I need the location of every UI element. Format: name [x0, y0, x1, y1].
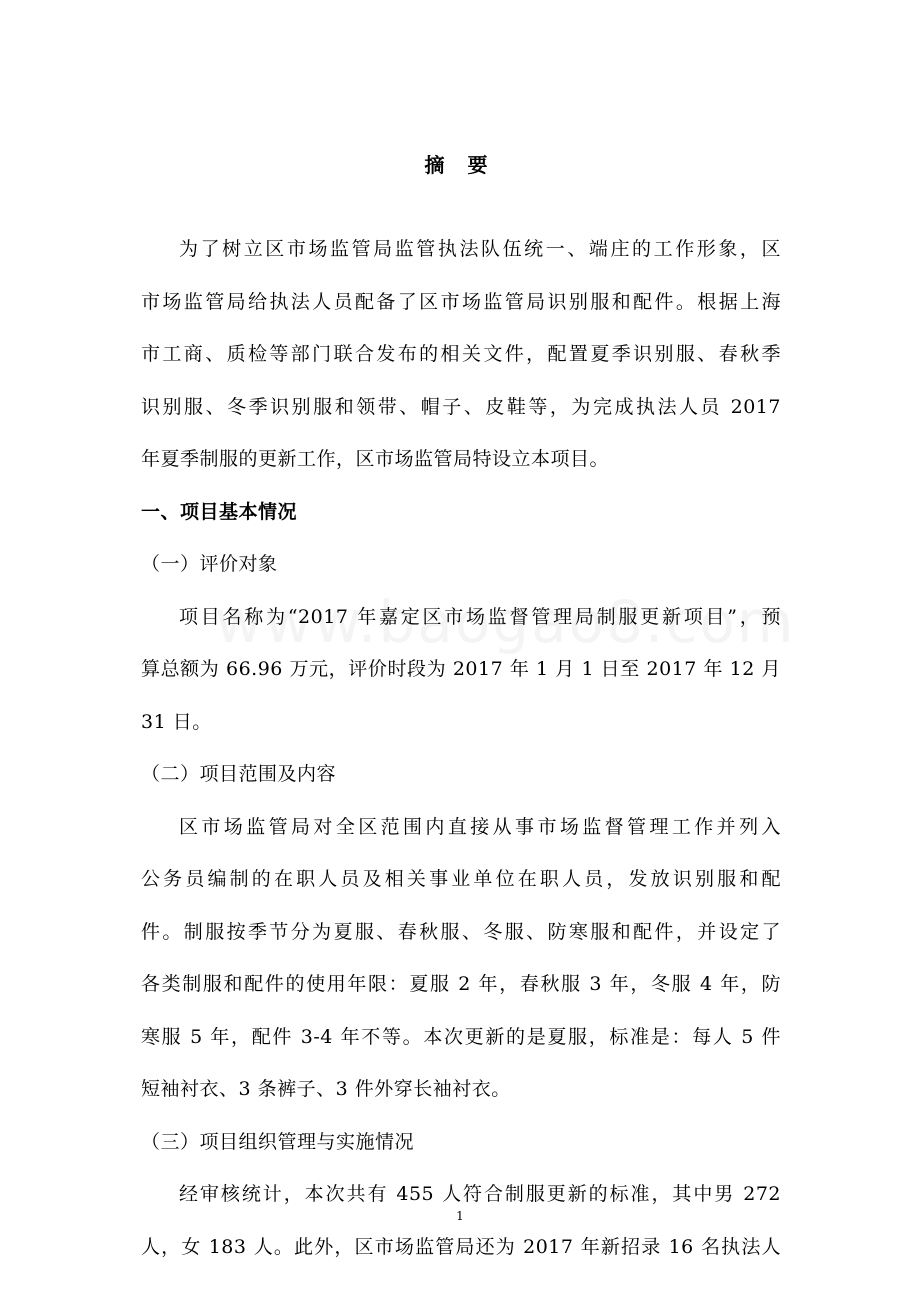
paragraph-line: 人，女 183 人。此外，区市场监管局还为 2017 年新招录 16 名执法人: [141, 1235, 781, 1258]
subsection-heading: （三）项目组织管理与实施情况: [141, 1130, 415, 1153]
paragraph-line: 寒服 5 年，配件 3-4 年不等。本次更新的是夏服，标准是：每人 5 件: [141, 1025, 781, 1048]
paragraph-line: 市工商、质检等部门联合发布的相关文件，配置夏季识别服、春秋季: [141, 343, 781, 365]
paragraph-line: 件。制服按季节分为夏服、春秋服、冬服、防寒服和配件，并设定了: [141, 920, 781, 943]
subsection-heading: （二）项目范围及内容: [141, 763, 337, 785]
page-title: 摘 要: [424, 153, 496, 177]
paragraph-line: 年夏季制服的更新工作，区市场监管局特设立本项目。: [141, 448, 610, 470]
paragraph-line: 31 日。: [141, 710, 212, 733]
paragraph-line: 算总额为 66.96 万元，评价时段为 2017 年 1 月 1 日至 2017 年 12 月: [141, 658, 781, 680]
paragraph-line: 区市场监管局对全区范围内直接从事市场监督管理工作并列入: [179, 815, 781, 838]
paragraph-line: 经审核统计，本次共有 455 人符合制服更新的标准，其中男 272: [179, 1183, 781, 1205]
paragraph-line: 市场监管局给执法人员配备了区市场监管局识别服和配件。根据上海: [141, 290, 781, 313]
page-number: 1: [456, 1209, 464, 1223]
paragraph-line: 各类制服和配件的使用年限：夏服 2 年，春秋服 3 年，冬服 4 年，防: [141, 973, 781, 995]
paragraph-line: 项目名称为“2017 年嘉定区市场监督管理局制服更新项目”，预: [179, 605, 781, 628]
paragraph-line: 公务员编制的在职人员及相关事业单位在职人员，发放识别服和配: [141, 868, 781, 890]
paragraph-line: 短袖衬衣、3 条裤子、3 件外穿长袖衬衣。: [141, 1078, 511, 1100]
section-heading: 一、项目基本情况: [141, 500, 298, 523]
paragraph-line: 为了树立区市场监管局监管执法队伍统一、端庄的工作形象，区: [179, 238, 781, 260]
document-body: [141, 223, 781, 1273]
paragraph-line: 识别服、冬季识别服和领带、帽子、皮鞋等，为完成执法人员 2017: [141, 395, 781, 418]
subsection-heading: （一）评价对象: [141, 553, 278, 575]
